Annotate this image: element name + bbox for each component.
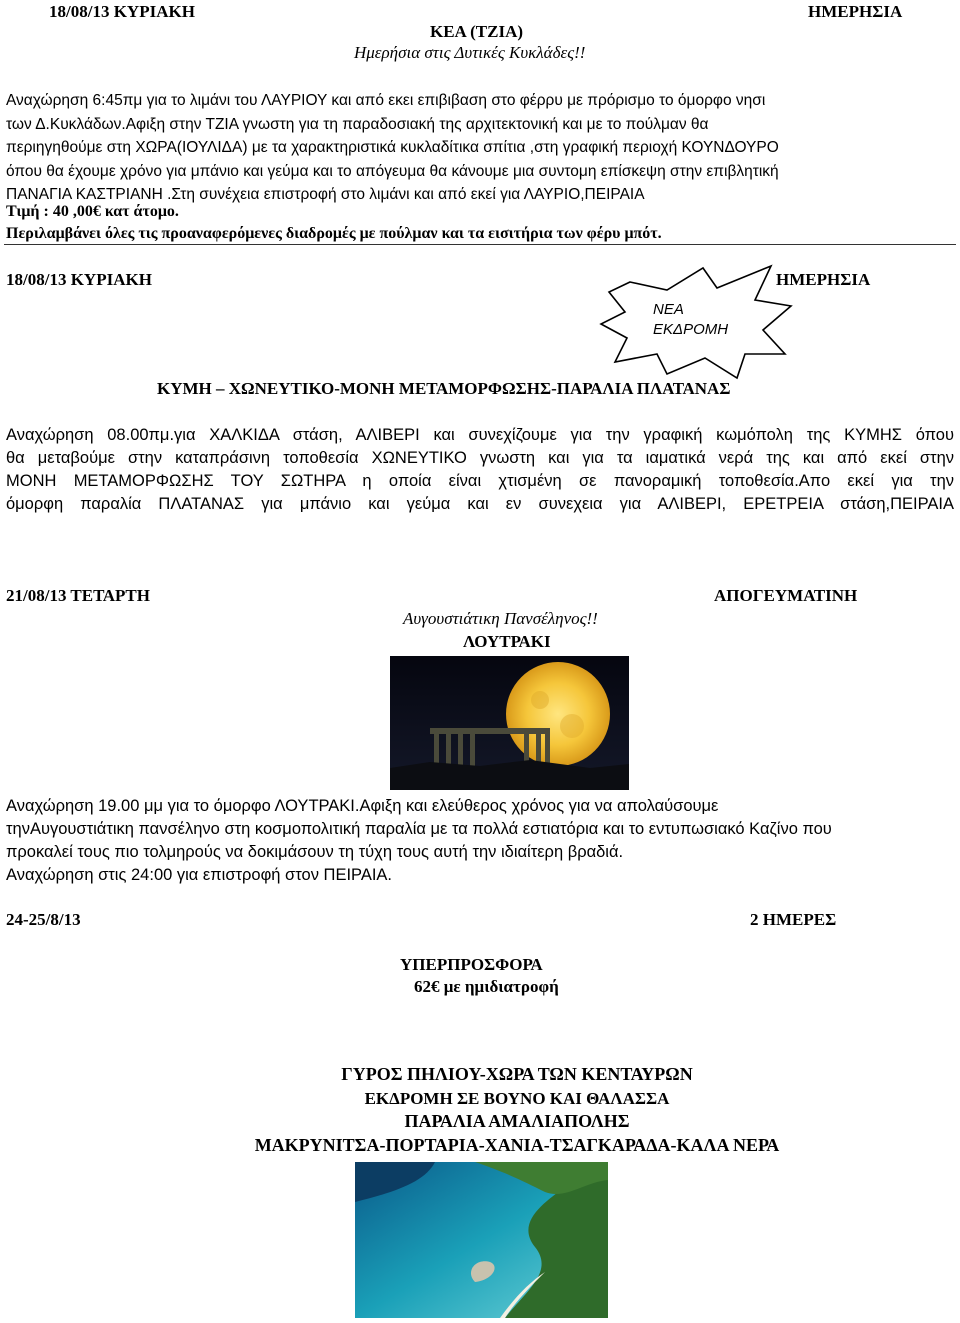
section1-title: ΚΕΑ (ΤΖΙΑ) — [430, 22, 524, 41]
section3-line: προκαλεί τους πιο τολμηρούς να δοκιμάσουν τη τύχη τους αυτή την ιδιαίτερη βραδιά. — [6, 843, 624, 861]
section4-price: 62€ με ημιδιατροφή — [414, 977, 559, 996]
section-divider — [4, 244, 956, 245]
section4-title-line: ΓΥΡΟΣ ΠΗΛΙΟΥ-ΧΩΡΑ ΤΩΝ ΚΕΝΤΑΥΡΩΝ — [341, 1064, 693, 1084]
badge-line-new: ΝΕΑ — [653, 301, 684, 318]
section1-description — [6, 89, 954, 207]
section2-type: ΗΜΕΡΗΣΙΑ — [776, 270, 871, 289]
section3-line: Αναχώρηση στις 24:00 για επιστροφή στον ΠΕΙΡΑΙΑ. — [6, 866, 392, 884]
section3-subtitle: Αυγουστιάτικη Πανσέληνος!! — [403, 609, 598, 628]
section2-line: θα μεταβούμε στην καταπράσινη τοποθεσία ΧΩΝΕΥΤΙΚΟ γνωστη και για τα ιαματικά νερά της και από εκεί στην — [6, 449, 954, 467]
section1-subtitle: Ημερήσια στις Δυτικές Κυκλάδες!! — [354, 43, 586, 62]
section4-title — [0, 1063, 960, 1157]
section3-description — [6, 795, 954, 887]
section1-line: Αναχώρηση 6:45πμ για το λιμάνι του ΛΑΥΡΙΟΥ και από εκει επιβιβαση στο φέρρυ με πρόρισμο το όμορφο νησι — [6, 92, 766, 109]
section2-line: ΜΟΝΗ ΜΕΤΑΜΟΡΦΩΣΗΣ ΤΟΥ ΣΩΤΗΡΑ η οποία είναι χτισμένη σε πανοραμική τοποθεσία.Απο εκεί για την — [6, 472, 954, 490]
section2-title: ΚΥΜΗ – ΧΩΝΕΥΤΙΚΟ-ΜΟΝΗ ΜΕΤΑΜΟΡΦΩΣΗΣ-ΠΑΡΑΛΙΑ ΠΛΑΤΑΝΑΣ — [157, 379, 731, 398]
section2-line: Αναχώρηση 08.00πμ.για ΧΑΛΚΙΔΑ στάση, ΑΛΙΒΕΡΙ και συνεχίζουμε για την γραφική κωμόπολη της ΚΥΜΗΣ όπου — [6, 426, 954, 444]
section4-title-line: ΕΚΔΡΟΜΗ ΣΕ ΒΟΥΝΟ ΚΑΙ ΘΑΛΑΣΣΑ — [364, 1088, 670, 1108]
full-moon-temple-photo — [390, 656, 629, 790]
section1-type: ΗΜΕΡΗΣΙΑ — [808, 2, 903, 21]
section2-date: 18/08/13 ΚΥΡΙΑΚΗ — [6, 270, 152, 289]
section1-line: όπου θα έχουμε χρόνο για μπάνιο και γεύμα και το απόγευμα θα κάνουμε μια συντομη επίσκεψη στην επιβλητική — [6, 162, 779, 180]
badge-line-trip: ΕΚΔΡΟΜΗ — [653, 321, 729, 338]
section4-type: 2 ΗΜΕΡΕΣ — [750, 910, 837, 929]
section4-title-line: ΜΑΚΡΥΝΙΤΣΑ-ΠΟΡΤΑΡΙΑ-ΧΑΝΙΑ-ΤΣΑΓΚΑΡΑΔΑ-ΚΑΛΑ ΝΕΡΑ — [254, 1134, 780, 1155]
section3-type: ΑΠΟΓΕΥΜΑΤΙΝΗ — [714, 586, 858, 605]
section2-line: όμορφη παραλία ΠΛΑΤΑΝΑΣ για μπάνιο και γεύμα και εν συνεχεια για ΑΛΙΒΕΡΙ, ΕΡΕΤΡΕΙΑ στάση,ΠΕΙΡΑΙΑ — [6, 495, 954, 513]
section4-offer: ΥΠΕΡΠΡΟΣΦΟΡΑ — [400, 955, 543, 974]
section2-description — [6, 424, 954, 516]
section1-line: των Δ.Κυκλάδων.Αφιξη στην ΤΖΙΑ γνωστη για τη παραδοσιακή της αρχιτεκτονική και με το πούλμαν θα — [6, 115, 709, 133]
section1-line: ΠΑΝΑΓΙΑ ΚΑΣΤΡΙΑΝΗ .Στη συνέχεια επιστροφή στο λιμάνι και από εκεί για ΛΑΥΡΙΟ,ΠΕΙΡΑΙΑ — [6, 186, 645, 203]
section4-title-line: ΠΑΡΑΛΙΑ ΑΜΑΛΙΑΠΟΛΗΣ — [404, 1111, 630, 1131]
section3-title: ΛΟΥΤΡΑΚΙ — [463, 632, 551, 651]
full-moon — [506, 662, 610, 766]
pelion-beach-photo — [355, 1162, 608, 1318]
section3-line: τηνΑυγουστιάτικη πανσέληνο στη κοσμοπολιτική παραλία με τα πολλά εστιατόρια και το εντυπωσιακό Καζίνο που — [6, 820, 832, 838]
section3-line: Αναχώρηση 19.00 μμ για το όμορφο ΛΟΥΤΡΑΚΙ.Αφιξη και ελεύθερος χρόνος για να απολαύσουμε — [6, 797, 719, 815]
new-trip-badge — [653, 300, 728, 340]
section1-includes: Περιλαμβάνει όλες τις προαναφερόμενες διαδρομές με πούλμαν και τα εισιτήρια των φέρυ μπότ. — [6, 225, 662, 242]
section4-date: 24-25/8/13 — [6, 910, 81, 929]
section1-price: Τιμή : 40 ,00€ κατ άτομο. — [6, 203, 179, 220]
section1-line: περιηγηθούμε στη ΧΩΡΑ(ΙΟΥΛΙΔΑ) με τα χαρακτηριστικά κυκλαδίτικα σπίτια ,στη γραφική περιοχή ΚΟΥΝΔΟΥΡΟ — [6, 139, 779, 156]
section1-date: 18/08/13 ΚΥΡΙΑΚΗ — [49, 2, 195, 21]
section3-date: 21/08/13 ΤΕΤΑΡΤΗ — [6, 586, 150, 605]
